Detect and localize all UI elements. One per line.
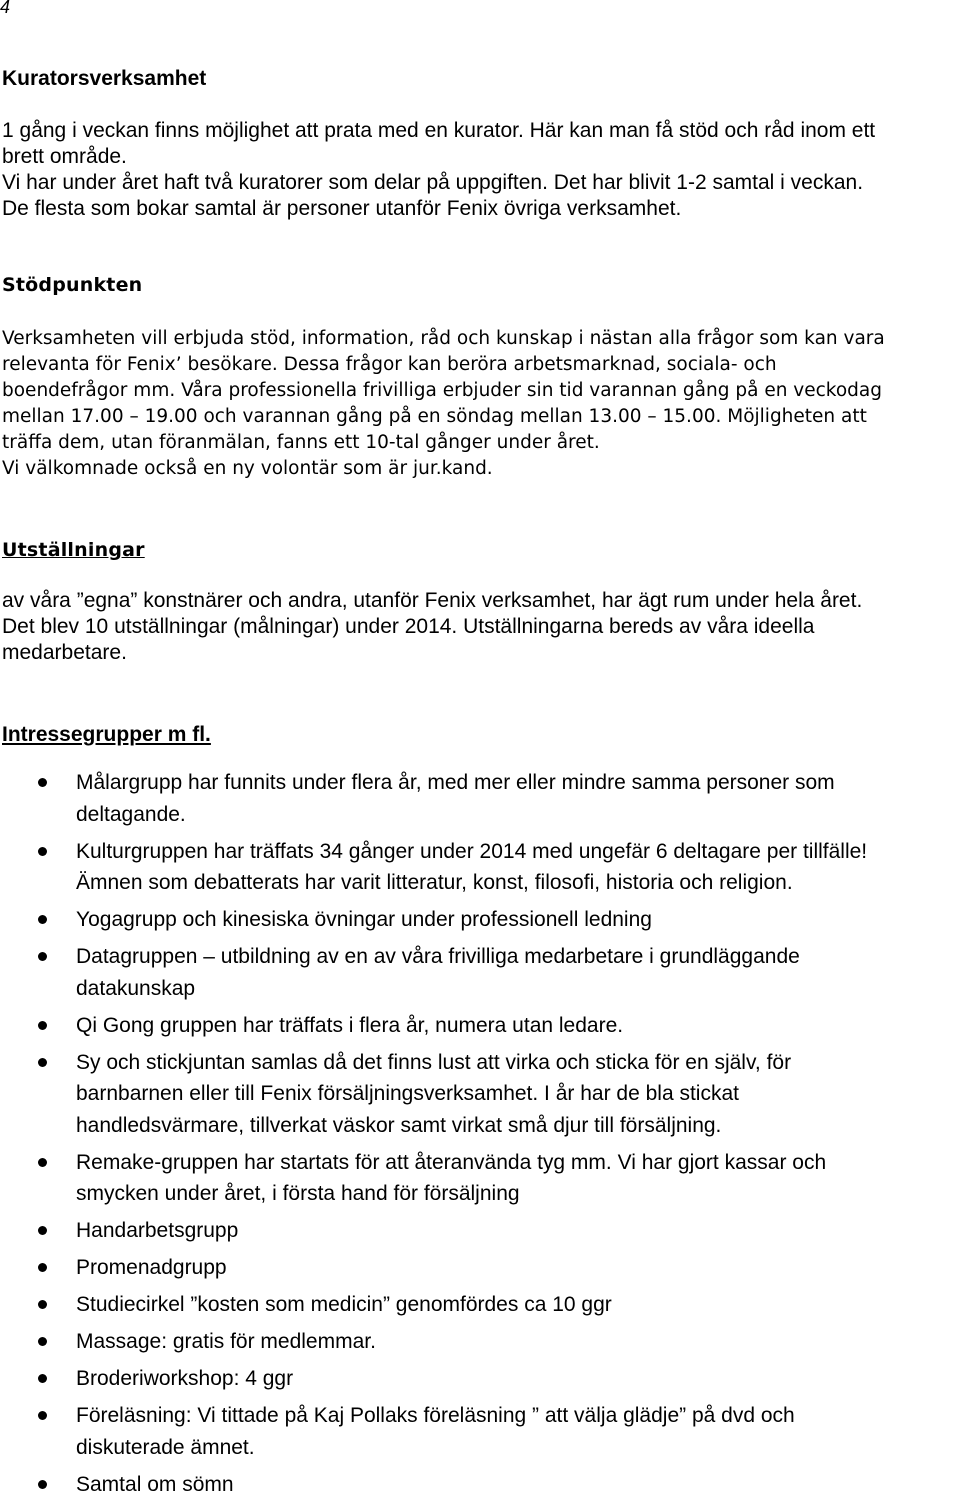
list-item (0, 1400, 958, 1463)
bullet-icon (38, 1158, 47, 1167)
list-item-text: Qi Gong gruppen har träffats i flera år, numera utan ledare. (76, 1013, 624, 1037)
paragraph-stodpunkten: Verksamheten vill erbjuda stöd, information, råd och kunskap i nästan alla frågor som kan vara relevanta för Fenix’ besökare. Dessa frågor kan beröra arbetsmarknad, sociala- och boendefrågor mm. Våra professionella frivilliga erbjuder sin tid varannan gång på en veckodag mellan 17.00 – 19.00 och varannan gång på en söndag mellan 13.00 – 15.00. Möjligheten att träffa dem, utan föranmälan, fanns ett 10-tal gånger under året. Vi välkomnade också en ny volontär som är jur.kand. (2, 328, 885, 479)
list-item (0, 836, 958, 899)
bullet-icon (38, 1411, 47, 1420)
list-item-text: Handarbetsgrupp (76, 1219, 239, 1242)
paragraph-utstallningar: av våra ”egna” konstnärer och andra, utanför Fenix verksamhet, har ägt rum under hela året. Det blev 10 utställningar (målningar) under 2014. Utställningarna bereds av våra ideella medarbetare. (2, 589, 863, 664)
bullet-icon (38, 952, 47, 961)
list-item (0, 1010, 958, 1042)
list-item-text: Remake-gruppen har startats för att återanvända tyg mm. Vi har gjort kassar och smycken under året, i första hand för försäljning (76, 1150, 827, 1205)
page-number: 4 (0, 0, 11, 17)
bullet-icon (38, 1300, 47, 1309)
list-item (0, 1047, 958, 1142)
bullet-icon (38, 778, 47, 787)
bullet-icon (38, 1337, 47, 1346)
list-item-text: Sy och stickjuntan samlas då det finns lust att virka och sticka för en själv, för barnbarnen eller till Fenix försäljningsverksamhet. I år har de bla stickat handledsvärmare, tillverkat väskor samt virkat små djur till försäljning. (76, 1050, 792, 1137)
heading-intressegrupper: Intressegrupper m fl. (2, 723, 211, 746)
section-intressegrupper (2, 722, 957, 748)
bullet-icon (38, 1480, 47, 1489)
list-item-text: Föreläsning: Vi tittade på Kaj Pollaks föreläsning ” att välja glädje” på dvd och diskuterade ämnet. (76, 1404, 795, 1459)
paragraph-kuratorsverksamhet: 1 gång i veckan finns möjlighet att prata med en kurator. Här kan man få stöd och råd inom ett brett område. Vi har under året haft två kuratorer som delar på uppgiften. Det har blivit 1-2 samtal i veckan. De flesta som bokar samtal är personer utanför Fenix övriga verksamhet. (2, 119, 876, 220)
list-item (0, 1215, 958, 1247)
list-item (0, 904, 958, 936)
list-item (0, 941, 958, 1004)
list-item (0, 1363, 958, 1395)
list-item (0, 1147, 958, 1210)
list-item (0, 1289, 958, 1321)
section-stodpunkten (2, 272, 957, 482)
bullet-icon (38, 1374, 47, 1383)
section-kuratorsverksamhet (2, 66, 957, 222)
list-item (0, 1252, 958, 1284)
intressegrupper-list (0, 767, 958, 1506)
bullet-icon (38, 847, 47, 856)
list-item-text: Broderiworkshop: 4 ggr (76, 1367, 294, 1390)
heading-kuratorsverksamhet: Kuratorsverksamhet (2, 67, 207, 90)
bullet-icon (38, 1226, 47, 1235)
bullet-icon (38, 1021, 47, 1030)
list-item (0, 767, 958, 830)
list-item-text: Målargrupp har funnits under flera år, med mer eller mindre samma personer som deltagande. (76, 771, 835, 826)
list-item-text: Studiecirkel ”kosten som medicin” genomfördes ca 10 ggr (76, 1293, 612, 1316)
list-item-text: Datagruppen – utbildning av en av våra frivilliga medarbetare i grundläggande datakunskap (76, 945, 800, 1000)
list-item (0, 1469, 958, 1501)
list-item-text: Kulturgruppen har träffats 34 gånger under 2014 med ungefär 6 deltagare per tillfälle! Ämnen som debatterats har varit litteratur, konst, filosofi, historia och religion. (76, 839, 868, 894)
list-item-text: Samtal om sömn (76, 1472, 234, 1496)
list-item-text: Promenadgrupp (76, 1256, 227, 1279)
list-item-text: Massage: gratis för medlemmar. (76, 1330, 376, 1353)
heading-utstallningar: Utställningar (2, 539, 145, 561)
list-item-text: Yogagrupp och kinesiska övningar under professionell ledning (76, 908, 652, 931)
bullet-icon (38, 915, 47, 924)
bullet-icon (38, 1263, 47, 1272)
bullet-icon (38, 1058, 47, 1067)
heading-stodpunkten: Stödpunkten (2, 274, 143, 296)
list-item (0, 1326, 958, 1358)
section-utstallningar (2, 537, 957, 666)
